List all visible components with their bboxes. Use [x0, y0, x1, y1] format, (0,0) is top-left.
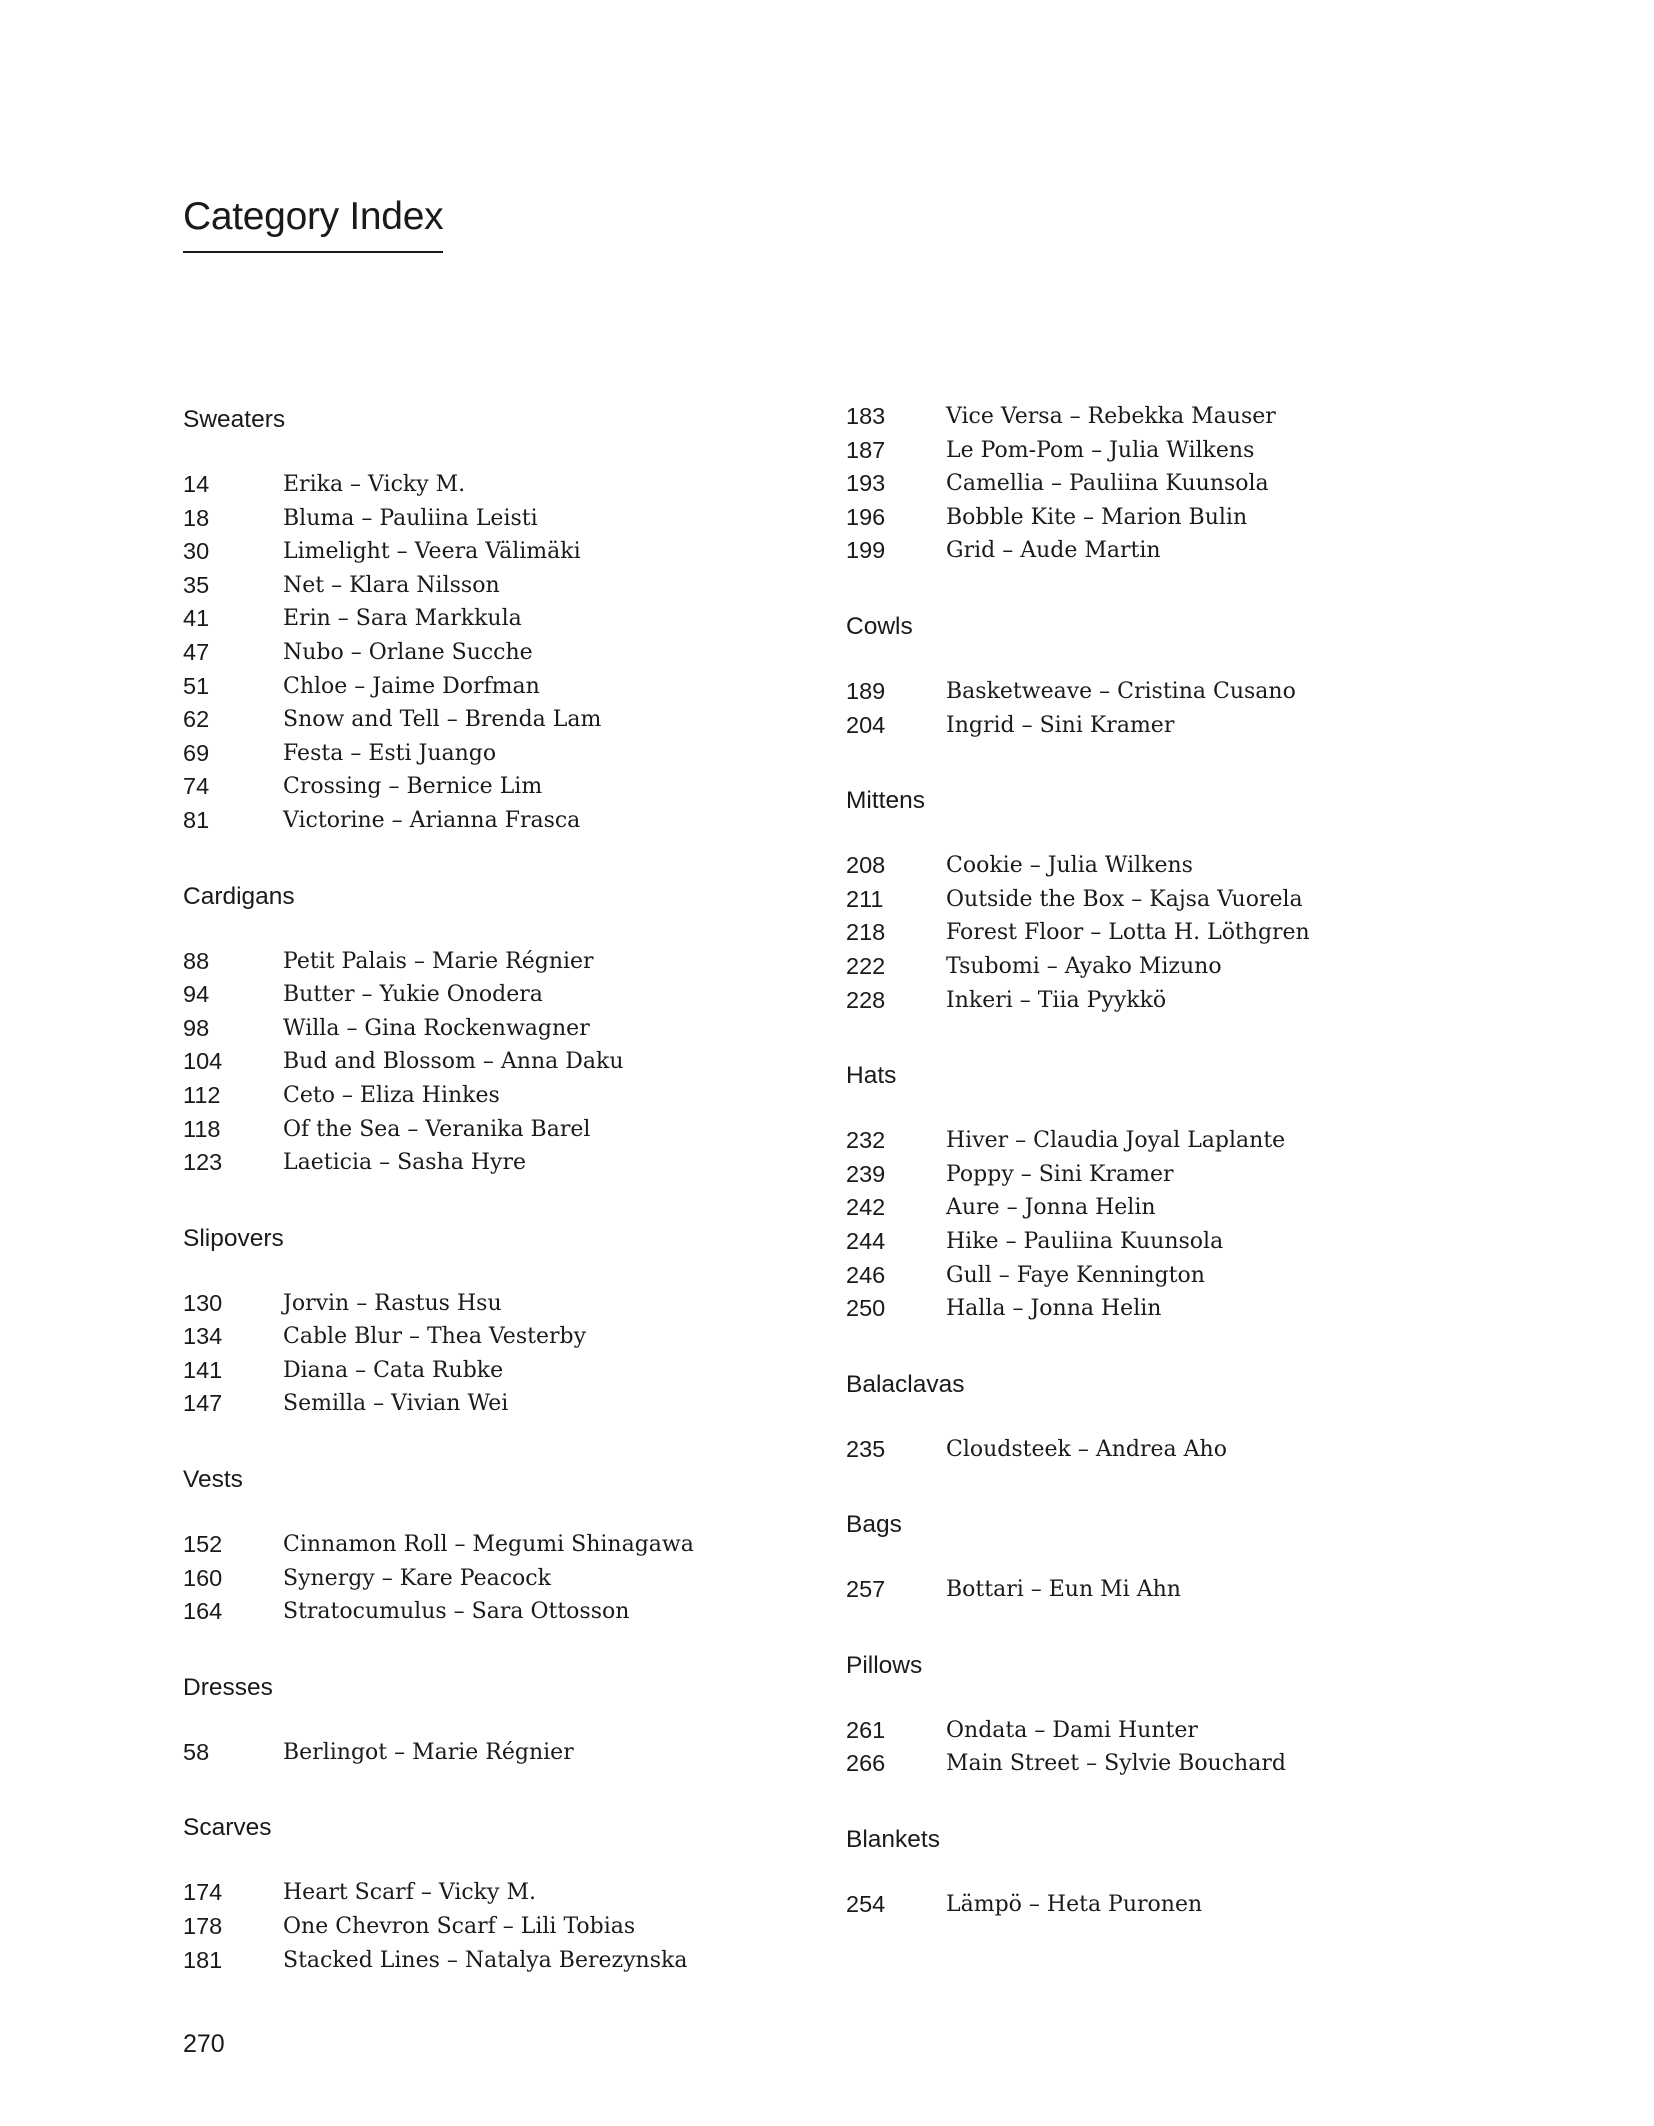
index-entry: [846, 1714, 1406, 1748]
entry-page-number: 228: [846, 986, 886, 1013]
index-entry: [846, 1225, 1406, 1259]
category-heading: Cardigans: [183, 882, 295, 910]
index-entry: [183, 737, 743, 771]
index-entry: [183, 468, 743, 502]
entry-page-number: 183: [846, 403, 886, 429]
entry-title: Berlingot – Marie Régnier: [283, 1739, 574, 1765]
category-section: [183, 1808, 743, 1977]
category-section: [846, 607, 1406, 742]
index-entry: [846, 1573, 1406, 1607]
index-entry: [846, 501, 1406, 535]
index-entry: [183, 636, 743, 670]
category-section: [183, 877, 743, 1180]
index-entry: [183, 1079, 743, 1113]
category-heading: Cowls: [846, 612, 913, 640]
entry-page-number: 134: [183, 1323, 223, 1350]
entry-page-number: 187: [846, 436, 886, 463]
category-heading: Pillows: [846, 1651, 923, 1679]
entry-page-number: 164: [183, 1598, 223, 1625]
entry-title: Victorine – Arianna Frasca: [283, 807, 581, 833]
category-section: [183, 400, 743, 838]
entry-page-number: 69: [183, 739, 210, 766]
index-entry: [183, 1736, 743, 1770]
index-entry: [846, 1191, 1406, 1225]
entry-page-number: 94: [183, 981, 210, 1008]
entry-page-number: 254: [846, 1891, 886, 1918]
entry-title: Cable Blur – Thea Vesterby: [283, 1324, 586, 1350]
entry-title: Forest Floor – Lotta H. Löthgren: [946, 920, 1310, 946]
entry-page-number: 130: [183, 1289, 223, 1316]
index-entry: [846, 1747, 1406, 1781]
entry-page-number: 88: [183, 947, 210, 974]
entry-page-number: 118: [183, 1115, 221, 1142]
index-entry: [183, 703, 743, 737]
entry-page-number: 239: [846, 1160, 886, 1187]
index-entry: [846, 916, 1406, 950]
entry-page-number: 30: [183, 538, 210, 565]
entry-title: Vice Versa – Rebekka Mauser: [946, 404, 1276, 429]
index-entry: [846, 534, 1406, 568]
index-entry: [183, 1595, 743, 1629]
category-section: [846, 1505, 1406, 1607]
entry-title: Lämpö – Heta Puronen: [946, 1892, 1203, 1918]
entry-title: Cookie – Julia Wilkens: [946, 853, 1193, 879]
index-entry: [846, 467, 1406, 501]
entry-title: Ceto – Eliza Hinkes: [283, 1082, 500, 1108]
entry-title: Crossing – Bernice Lim: [283, 774, 543, 800]
index-entry: [846, 675, 1406, 709]
entry-page-number: 242: [846, 1194, 886, 1221]
entry-title: Nubo – Orlane Sucche: [283, 639, 533, 665]
entry-title: Halla – Jonna Helin: [946, 1296, 1162, 1322]
index-entry: [183, 1562, 743, 1596]
index-entry: [183, 602, 743, 636]
entry-title: Hiver – Claudia Joyal Laplante: [946, 1128, 1286, 1154]
entry-title: Main Street – Sylvie Bouchard: [946, 1751, 1286, 1777]
index-entry: [183, 770, 743, 804]
entry-page-number: 196: [846, 503, 886, 530]
entry-page-number: 174: [183, 1879, 223, 1906]
entry-page-number: 58: [183, 1738, 210, 1765]
index-entry: [846, 950, 1406, 984]
index-entry: [183, 1354, 743, 1388]
entry-title: Jorvin – Rastus Hsu: [283, 1290, 502, 1316]
category-heading: Balaclavas: [846, 1370, 965, 1398]
entry-title: Aure – Jonna Helin: [946, 1195, 1156, 1221]
entry-title: Bluma – Pauliina Leisti: [283, 505, 538, 531]
entry-page-number: 141: [183, 1356, 223, 1383]
index-entry: [183, 1113, 743, 1147]
entry-page-number: 257: [846, 1576, 886, 1603]
index-entry: [183, 1045, 743, 1079]
entry-title: Snow and Tell – Brenda Lam: [283, 707, 602, 733]
category-heading: Blankets: [846, 1826, 940, 1854]
index-column-right: [846, 400, 1406, 1961]
entry-title: Festa – Esti Juango: [283, 740, 497, 766]
entry-title: Outside the Box – Kajsa Vuorela: [946, 886, 1303, 912]
index-entry: [183, 1876, 743, 1910]
entry-title: Basketweave – Cristina Cusano: [946, 678, 1296, 704]
entry-title: Stacked Lines – Natalya Berezynska: [283, 1947, 688, 1973]
entry-title: One Chevron Scarf – Lili Tobias: [283, 1914, 636, 1940]
entry-page-number: 189: [846, 677, 886, 704]
page-title: Category Index: [183, 193, 443, 253]
entry-page-number: 208: [846, 852, 886, 879]
entry-page-number: 152: [183, 1531, 223, 1558]
index-entry: [183, 1146, 743, 1180]
entry-page-number: 41: [183, 605, 210, 632]
category-section: [183, 1460, 743, 1629]
category-section: [846, 1056, 1406, 1326]
entry-page-number: 104: [183, 1048, 223, 1075]
entry-page-number: 47: [183, 638, 210, 665]
index-entry: [846, 883, 1406, 917]
entry-page-number: 222: [846, 952, 886, 979]
entry-title: Gull – Faye Kennington: [946, 1262, 1205, 1288]
category-section: [846, 1820, 1406, 1922]
entry-title: Stratocumulus – Sara Ottosson: [283, 1599, 630, 1625]
index-entry: [846, 434, 1406, 468]
entry-title: Hike – Pauliina Kuunsola: [946, 1228, 1224, 1254]
entry-page-number: 181: [183, 1946, 223, 1973]
index-entry: [183, 1387, 743, 1421]
category-heading: Hats: [846, 1062, 897, 1090]
entry-title: Laeticia – Sasha Hyre: [283, 1150, 526, 1176]
entry-title: Erin – Sara Markkula: [283, 606, 522, 632]
entry-page-number: 193: [846, 470, 886, 497]
category-heading: Mittens: [846, 787, 925, 815]
index-entry: [846, 849, 1406, 883]
entry-page-number: 244: [846, 1227, 886, 1254]
index-entry: [183, 978, 743, 1012]
index-entry: [183, 535, 743, 569]
entry-page-number: 266: [846, 1750, 886, 1777]
entry-title: Le Pom-Pom – Julia Wilkens: [946, 437, 1255, 463]
category-section: [846, 781, 1406, 1017]
entry-page-number: 246: [846, 1261, 886, 1288]
index-entry: [846, 400, 1406, 434]
entry-page-number: 211: [846, 885, 884, 912]
entry-page-number: 112: [183, 1081, 221, 1108]
entry-page-number: 74: [183, 773, 210, 800]
category-heading: Vests: [183, 1466, 243, 1494]
index-entry: [183, 670, 743, 704]
category-section: [846, 1365, 1406, 1467]
entry-title: Petit Palais – Marie Régnier: [283, 948, 594, 974]
entry-title: Tsubomi – Ayako Mizuno: [946, 953, 1222, 979]
entry-title: Net – Klara Nilsson: [283, 572, 500, 598]
entry-title: Bottari – Eun Mi Ahn: [946, 1577, 1181, 1603]
entry-title: Diana – Cata Rubke: [283, 1357, 504, 1383]
category-heading: Dresses: [183, 1673, 273, 1701]
entry-title: Ingrid – Sini Kramer: [946, 712, 1175, 738]
entry-title: Synergy – Kare Peacock: [283, 1565, 551, 1591]
entry-title: Of the Sea – Veranika Barel: [283, 1116, 591, 1142]
index-entry: [846, 1158, 1406, 1192]
index-entry: [183, 1944, 743, 1978]
entry-page-number: 160: [183, 1564, 223, 1591]
entry-title: Cloudsteek – Andrea Aho: [946, 1436, 1227, 1462]
index-entry: [183, 804, 743, 838]
entry-title: Cinnamon Roll – Megumi Shinagawa: [283, 1532, 694, 1558]
entry-page-number: 51: [183, 672, 210, 699]
index-entry: [846, 709, 1406, 743]
entry-page-number: 147: [183, 1390, 223, 1417]
entry-title: Inkeri – Tiia Pyykkö: [946, 987, 1167, 1013]
entry-title: Ondata – Dami Hunter: [946, 1717, 1198, 1743]
entry-title: Camellia – Pauliina Kuunsola: [946, 471, 1269, 497]
entry-page-number: 62: [183, 706, 210, 733]
category-heading: Slipovers: [183, 1224, 284, 1252]
index-entry: [846, 1888, 1406, 1922]
entry-title: Butter – Yukie Onodera: [283, 982, 543, 1008]
index-entry: [846, 1433, 1406, 1467]
entry-title: Bud and Blossom – Anna Daku: [283, 1049, 624, 1075]
entry-title: Chloe – Jaime Dorfman: [283, 673, 540, 699]
category-section: [846, 1646, 1406, 1781]
entry-title: Semilla – Vivian Wei: [283, 1391, 509, 1417]
category-section: [846, 400, 1406, 568]
entry-title: Heart Scarf – Vicky M.: [283, 1880, 536, 1906]
index-entry: [183, 945, 743, 979]
category-section: [183, 1668, 743, 1770]
entry-page-number: 18: [183, 504, 210, 531]
entry-page-number: 199: [846, 537, 886, 564]
entry-page-number: 178: [183, 1913, 223, 1940]
entry-page-number: 204: [846, 711, 886, 738]
entry-page-number: 81: [183, 806, 210, 833]
entry-page-number: 98: [183, 1014, 210, 1041]
entry-title: Erika – Vicky M.: [283, 472, 466, 497]
entry-page-number: 123: [183, 1149, 223, 1176]
category-heading: Scarves: [183, 1814, 272, 1842]
entry-page-number: 235: [846, 1435, 886, 1462]
index-entry: [846, 1124, 1406, 1158]
entry-title: Poppy – Sini Kramer: [946, 1161, 1174, 1187]
index-entry: [846, 1292, 1406, 1326]
entry-page-number: 261: [846, 1716, 886, 1743]
entry-page-number: 232: [846, 1127, 886, 1154]
index-entry: [183, 1012, 743, 1046]
entry-page-number: 250: [846, 1295, 886, 1322]
index-entry: [183, 502, 743, 536]
entry-page-number: 14: [183, 471, 210, 497]
entry-title: Willa – Gina Rockenwagner: [283, 1015, 590, 1041]
index-entry: [183, 1528, 743, 1562]
category-heading: Bags: [846, 1511, 902, 1539]
index-entry: [846, 1259, 1406, 1293]
category-heading: Sweaters: [183, 406, 286, 433]
index-entry: [846, 984, 1406, 1018]
entry-page-number: 218: [846, 919, 886, 946]
index-column-left: [183, 400, 743, 2016]
index-entry: [183, 1287, 743, 1321]
entry-title: Bobble Kite – Marion Bulin: [946, 504, 1248, 530]
index-entry: [183, 569, 743, 603]
page-number: 270: [183, 2030, 225, 2058]
entry-title: Limelight – Veera Välimäki: [283, 539, 581, 565]
entry-title: Grid – Aude Martin: [946, 538, 1161, 564]
index-entry: [183, 1320, 743, 1354]
category-section: [183, 1219, 743, 1421]
index-entry: [183, 1910, 743, 1944]
entry-page-number: 35: [183, 571, 210, 598]
